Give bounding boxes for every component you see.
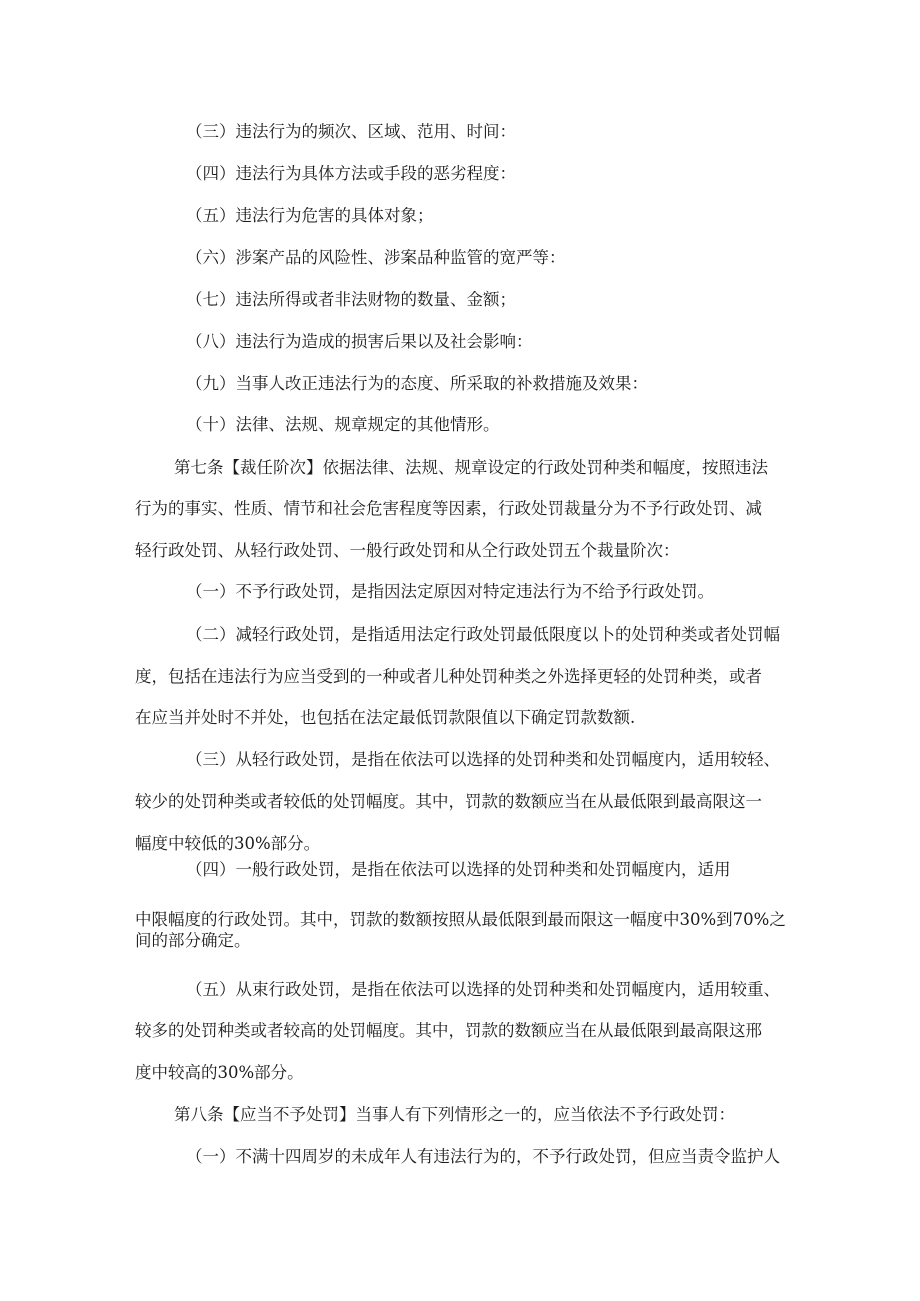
- list-item: （二）减轻行政处罚，是指适用法定行政处罚最低限度以卜的处罚种类或者处罚幅: [186, 625, 780, 644]
- list-item: （一）不予行政处罚，是指因法定原因对特定违法行为不给予行政处罚。: [186, 582, 714, 601]
- list-item: （七）违法所得或者非法财物的数量、金额；: [186, 290, 516, 309]
- paragraph-line: 行为的事实、性质、情节和社会危害程度等因素，行政处罚裁量分为不予行政处罚、减: [135, 499, 762, 518]
- list-item: （三）违法行为的频次、区域、范用、时间：: [186, 122, 516, 141]
- paragraph-line: 度中较高的30%部分。: [135, 1063, 304, 1082]
- paragraph-line: 轻行政处罚、从轻行政处罚、一般行政处罚和从仝行政处罚五个裁量阶次：: [135, 541, 680, 560]
- list-item: （四）违法行为具体方法或手段的恶劣程度：: [186, 164, 516, 183]
- paragraph-line: 中限幅度的行政处罚。其中，罚款的数额按照从最低限到最而限这一幅度中30%到70%之: [135, 910, 786, 929]
- list-item: （六）涉案产品的风险性、涉案品种监管的宽严等：: [186, 248, 566, 267]
- article-7-heading: 第七条【裁任阶次】依据法律、法规、规章设定的行政处罚种类和幅度，按照违法: [174, 458, 768, 477]
- list-item: （四）一般行政处罚，是指在依法可以选择的处罚种类和处罚幅度内，适用: [186, 860, 731, 879]
- list-item: （十）法律、法规、规章规定的其他情形。: [186, 415, 500, 434]
- list-item: （一）不满十四周岁的未成年人有违法行为的，不予行政处罚，但应当责令监护人: [186, 1147, 780, 1166]
- list-item: （三）从轻行政处罚，是指在依法可以选择的处罚种类和处罚幅度内，适用较轻、: [186, 750, 780, 769]
- paragraph-line: 间的部分确定。: [135, 931, 251, 950]
- list-item: （五）从束行政处罚，是指在依法可以选择的处罚种类和处罚幅度内，适用较重、: [186, 980, 780, 999]
- paragraph-line: 度，包括在违法行为应当受到的一种或者儿种处罚种类之外选择更轻的处罚种类，或者: [135, 667, 762, 686]
- list-item: （九）当事人改正违法行为的态度、所采取的补救措施及效果：: [186, 374, 648, 393]
- list-item: （八）违法行为造成的损害后果以及社会影响：: [186, 332, 533, 351]
- paragraph-line: 较少的处罚种类或者较低的处罚幅度。其中，罚款的数额应当在从最低限到最高限这一: [135, 792, 762, 811]
- paragraph-line: 较多的处罚种类或者较高的处罚幅度。其中，罚款的数额应当在从最低限到最高限这邢: [135, 1021, 762, 1040]
- list-item: （五）违法行为危害的具体对象；: [186, 206, 434, 225]
- paragraph-line: 在应当并处时不并处，也包括在法定最低罚款限值以下确定罚款数额.: [135, 708, 636, 727]
- article-8-heading: 第八条【应当不予处罚】当事人有下列情形之一的，应当依法不予行政处罚：: [174, 1105, 735, 1124]
- paragraph-line: 幅度中较低的30%部分。: [135, 834, 321, 853]
